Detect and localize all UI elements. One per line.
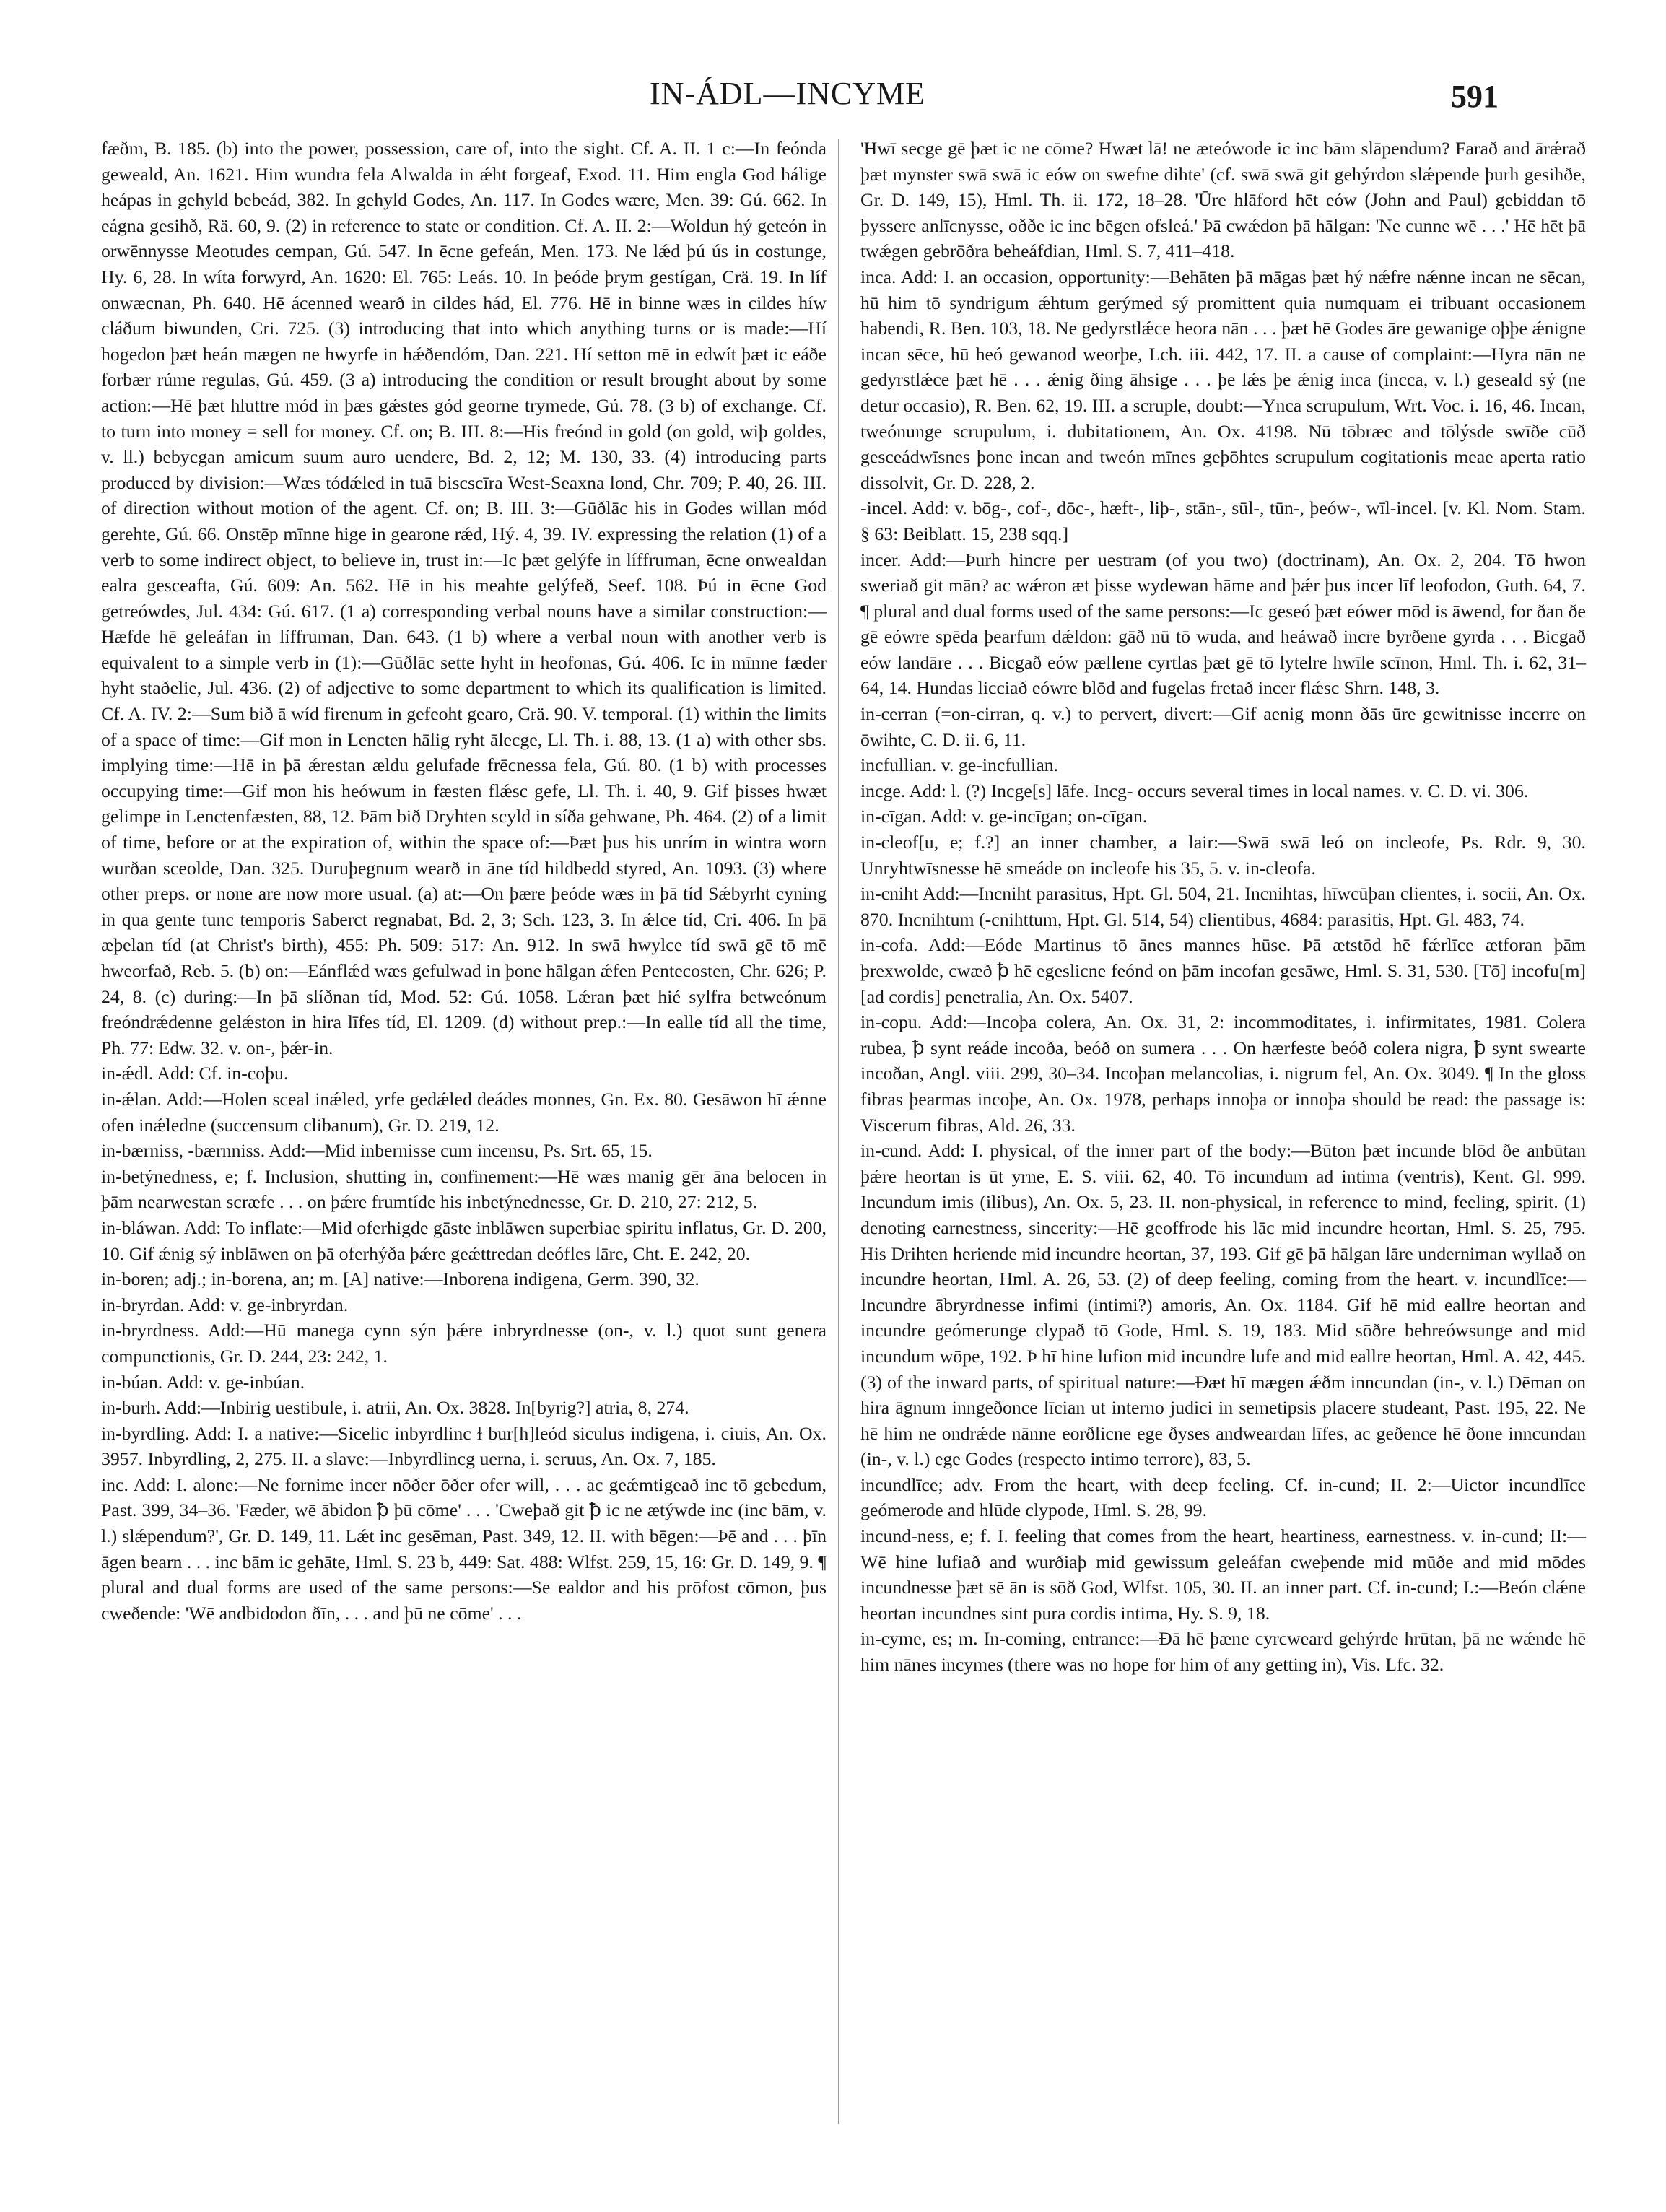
entry-incel: -incel. Add: v. bōg-, cof-, dōc-, hæft-, liþ-, stān-, sūl-, tūn-, þeów-, wīl-incel. [v. Kl. Nom. Stam. § 63: Beiblatt. 15, 238 sqq.] — [860, 497, 1586, 544]
entry-in-bryrdness: in-bryrdness. Add:—Hū manega cynn sýn þǽre inbryrdnesse (on-, v. l.) quot sunt genera compunctionis, Gr. D. 244, 23: 242, 1. — [101, 1320, 827, 1367]
entry-paragraph: 'Hwī secge gē þæt ic ne cōme? Hwæt lā! ne æteówode ic inc bām slāpendum? Farað and ārǽrað þæt mynster swā swā ic eów on swefne dihte' (cf. swā swā git gehýrdon slǽpende þurh gesihðe, Gr. D. 149, 15), Hml. Th. ii. 172, 18–28. 'Ūre hlāford hēt eów (John and Paul) gebiddan tō þyssere anlīcnysse, oððe ic inc bēgen ofsleá.' Þā cwǽdon þā hālgan: 'Ne cunne wē . . .' Hē hēt þā twǽgen gebrōðra beheáfdian, Hml. S. 7, 411–418. — [860, 138, 1586, 262]
entry-in-byrdling: in-byrdling. Add: I. a native:—Sicelic inbyrdlinc ɫ bur[h]leód siculus indigena, i. ciuis, An. Ox. 3957. Inbyrdling, 2, 275. II. a slave:—Inbyrdlincg uerna, i. seruus, An. Ox. 7, 185. — [101, 1422, 827, 1470]
entry-in-bryrdan: in-bryrdan. Add: v. ge-inbryrdan. — [101, 1294, 349, 1315]
page-number: 591 — [1451, 79, 1499, 114]
entry-in-cofa: in-cofa. Add:—Eóde Martinus tō ānes mannes hūse. Þā ætstōd hē fǽrlīce ætforan þām þrexwolde, cwæð ꝥ hē egeslicne feónd on þām incofan gesāwe, Hml. S. 31, 530. [Tō] incofu[m] [ad cordis] penetralia, An. Ox. 5407. — [860, 934, 1586, 1007]
right-column — [860, 136, 1586, 1678]
entry-in-cigan: in-cīgan. Add: v. ge-incīgan; on-cīgan. — [860, 806, 1148, 827]
entry-incundlice: incundlīce; adv. From the heart, with deep feeling. Cf. in-cund; II. 2:—Uictor incundlīce geómerode and hlūde clypode, Hml. S. 28, 99. — [860, 1473, 1586, 1521]
entry-in-cerran: in-cerran (=on-cirran, q. v.) to pervert, divert:—Gif aenig monn ðās ūre gewitnisse incerre on ōwihte, C. D. ii. 6, 11. — [860, 703, 1586, 750]
entry-in-cniht: in-cniht Add:—Incniht parasitus, Hpt. Gl. 504, 21. Incnihtas, hīwcūþan clientes, i. socii, An. Ox. 870. Incnihtum (-cnihttum, Hpt. Gl. 514, 54) clientibus, 4684: parasitis, Hpt. Gl. 483, 74. — [860, 883, 1586, 930]
entry-inc: inc. Add: I. alone:—Ne fornime incer nōðer ōðer ofer will, . . . ac geǽmtigeað inc tō gebedum, Past. 399, 34–36. 'Fæder, wē ābidon ꝥ þū cōme' . . . 'Cweþað git ꝥ ic ne ætýwde inc (inc bām, v. l.) slǽpendum?', Gr. D. 149, 11. Lǽt inc gesēman, Past. 349, 12. II. with bēgen:—Þē and . . . þīn āgen bearn . . . inc bām ic gehāte, Hml. S. 23 b, 449: Sat. 488: Wlfst. 259, 15, 16: Gr. D. 149, 9. ¶ plural and dual forms are used of the same persons:—Se ealdor and his prōfost cōmon, þus cweðende: 'Wē andbidodon ðīn, . . . and þū ne cōme' . . . — [101, 1473, 827, 1624]
entry-in-buan: in-búan. Add: v. ge-inbúan. — [101, 1371, 305, 1393]
entry-in-cund: in-cund. Add: I. physical, of the inner part of the body:—Būton þæt incunde blōd ðe anbūtan þǽre heortan is ūt yrne, E. S. viii. 62, 40. Tō incundum ad intima (ventris), Kent. Gl. 999. Incundum imis (ilibus), An. Ox. 5, 23. II. non-physical, in reference to mind, feeling, spirit. (1) denoting earnestness, sincerity:—Hē geoffrode his lāc mid incundre heortan, Hml. S. 25, 795. His Drihten heriende mid incundre heortan, 37, 193. Gif gē þā hālgan lāre underniman wyllað on incundre heortan, Hml. A. 26, 53. (2) of deep feeling, coming from the heart. v. incundlīce:—Incundre ābryrdnesse infimi (intimi?) amoris, An. Ox. 1184. Gif hē mid eallre heortan and incundre geómerunge clypað tō Gode, Hml. S. 19, 183. Mid sōðre behreówsunge and mid incundum wōpe, 192. Þ hī hine lufion mid incundre lufe and mid eallre heortan, Hml. A. 42, 445. (3) of the inward parts, of spiritual nature:—Ðæt hī mægen ǽðm inncundan (in-, v. l.) Dēman on hira āgnum inngeðonce līcian ut interno judici in semetipsis placere studeant, Past. 195, 22. Ne hē him ne ondrǽde nānne eorðlicne ege ðyses andweardan līfes, ac geðence hē ðone inncundan (in-, v. l.) ege Godes (respecto intimo terrore), 83, 5. — [860, 1140, 1586, 1470]
entry-in-boren: in-boren; adj.; in-borena, an; m. [A] native:—Inborena indigena, Germ. 390, 32. — [101, 1268, 699, 1290]
entry-in-aelan: in-ǽlan. Add:—Holen sceal inǽled, yrfe gedǽled deádes monnes, Gn. Ex. 80. Gesāwon hī ǽnne ofen inǽledne (succensum clibanum), Gr. D. 219, 12. — [101, 1088, 827, 1136]
entry-in-cyme: in-cyme, es; m. In-coming, entrance:—Ðā hē þæne cyrcweard gehýrde hrūtan, þā ne wǽnde hē him nānes incymes (there was no hope for him of any getting in), Vis. Lfc. 32. — [860, 1628, 1586, 1676]
page-header — [0, 69, 1666, 120]
entry-incfullian: incfullian. v. ge-incfullian. — [860, 754, 1059, 776]
running-head: IN-ÁDL—INCYME — [650, 76, 926, 111]
entry-inca: inca. Add: I. an occasion, opportunity:—Behāten þā māgas þæt hý nǽfre nǽnne incan ne sēcan, hū him tō syndrigum ǽhtum gerýmed sý promittent quia numquam ei tribuant occasionem habendi, R. Ben. 103, 18. Ne gedyrstlǽce heora nān . . . þæt hē Godes āre gewanige oþþe ǽnigne incan sēce, hū heó gewanod weorþe, Lch. iii. 442, 17. II. a cause of complaint:—Hyra nān ne gedyrstlǽce þæt hē . . . ǽnig ðing āhsige . . . þe lǽs þe ǽnig inca (incca, v. l.) geseald sý (ne detur occasio), R. Ben. 62, 19. III. a scruple, doubt:—Ynca scrupulum, Wrt. Voc. i. 16, 46. Incan, tweónunge scrupulum, i. dubitationem, An. Ox. 4198. Nū tōbræc and tōlýsde swīðe cūð gesceádwīsnes þone incan and tweón mīnes geþōhtes scrupulum cogitationis meae aperta ratio dissolvit, Gr. D. 228, 2. — [860, 266, 1586, 493]
entry-in-burh: in-burh. Add:—Inbirig uestibule, i. atrii, An. Ox. 3828. In[byrig?] atria, 8, 274. — [101, 1397, 689, 1419]
entry-incge: incge. Add: l. (?) Incge[s] lāfe. Incg- occurs several times in local names. v. C. D. vi. 306. — [860, 780, 1529, 801]
entry-in-betynedness: in-betýnedness, e; f. Inclusion, shutting in, confinement:—Hē wæs manig gēr āna belocen in þām nearwestan scræfe . . . on þǽre frumtíde his inbetýnednesse, Gr. D. 210, 27: 212, 5. — [101, 1165, 827, 1213]
left-column — [101, 136, 827, 1626]
entry-in-copu: in-copu. Add:—Incoþa colera, An. Ox. 31, 2: incommoditates, i. infirmitates, 1981. Colera rubea, ꝥ synt reáde incoða, beóð on sumera . . . On hærfeste beóð colera nigra, ꝥ synt swearte incoðan, Angl. viii. 299, 30–34. Incoþan melancolias, i. nigrum fel, An. Ox. 3049. ¶ In the gloss fibras þearmas incoþe, An. Ox. 1978, perhaps innoþa or innoþa should be read: the passage is: Viscerum fibras, Ald. 26, 33. — [860, 1011, 1586, 1136]
entry-incund-ness: incund-ness, e; f. I. feeling that comes from the heart, heartiness, earnestness. v. in-cund; II:—Wē hine lufiað and wurðiaþ mid gewissum geleáfan cweþende mid mūðe and mid mōdes incundnesse þæt sē ān is sōð God, Wlfst. 105, 30. II. an inner part. Cf. in-cund; I.:—Beón clǽne heortan incundnes sint pura cordis intima, Hy. S. 9, 18. — [860, 1525, 1586, 1624]
entry-in-cleofu: in-cleof[u, e; f.?] an inner chamber, a lair:—Swā swā leó on incleofe, Ps. Rdr. 9, 30. Unryhtwīsnesse hē smeáde on incleofe his 35, 5. v. in-cleofa. — [860, 832, 1586, 879]
entry-paragraph: fæðm, B. 185. (b) into the power, possession, care of, into the sight. Cf. A. II. 1 c:—In feónda geweald, An. 1621. Him wundra fela Alwalda in ǽht forgeaf, Exod. 11. Him engla God hálige heápas in gehyld bebeád, 382. In gehyld Godes, An. 117. In Godes wære, Men. 39: Gú. 662. In eágna gesihð, Rä. 60, 9. (2) in reference to state or condition. Cf. A. II. 2:—Woldun hý geteón in orwēnnysse Meotudes cempan, Gú. 547. In ēcne gefeán, Men. 173. Ne lǽd þú ús in costunge, Hy. 6, 28. In wíta forwyrd, An. 1620: El. 765: Leás. 10. In þeóde þrym gestígan, Crä. 19. In líf onwæcnan, Ph. 640. Hē ácenned wearð in cildes hád, El. 776. Hē in binne wæs in cildes híw cláðum biwunden, Cri. 725. (3) introducing that into which anything turns or is made:—Hí hogedon þæt heán mægen ne hwyrfe in hǽðendóm, Dan. 221. Hí setton mē in edwít þæt ic eáðe forbær rúme regulas, Gú. 459. (3 a) introducing the condition or result brought about by some action:—Hē þæt hluttre mód in þæs gǽstes gód georne trymede, Gú. 78. (3 b) of exchange. Cf. to turn into money = sell for money. Cf. on; B. III. 8:—His freónd in gold (on gold, wiþ goldes, v. ll.) bebycgan amicum suum auro uendere, Bd. 2, 12; M. 130, 33. (4) introducing parts produced by division:—Wæs tódǽled in tuā biscscīra West-Seaxna lond, Chr. 709; P. 40, 26. III. of direction without motion of the agent. Cf. on; B. III. 3:—Gūðlāc his in Godes willan mód gerehte, Gú. 66. Onstēp mīnne hige in gearone rǽd, Hý. 4, 39. IV. expressing the relation (1) of a verb to some indirect object, to believe in, trust in:—Ic þæt gelýfe in líffruman, ēcne onwealdan ealra gesceafta, Gú. 609: An. 562. Hē in his meahte gelýfeð, Seef. 108. Þú in ēcne God getreówdes, Jul. 434: Gú. 617. (1 a) corresponding verbal nouns have a similar construction:—Hæfde hē geleáfan in líffruman, Dan. 643. (1 b) where a verbal noun with another verb is equivalent to a simple verb in (1):—Gūðlāc sette hyht in heofonas, Gú. 406. Ic in mīnne fæder hyht staðelie, Jul. 436. (2) of adjective to some department to which its qualification is limited. Cf. A. IV. 2:—Sum bið ā wíd firenum in gefeoht gearo, Crä. 90. V. temporal. (1) within the limits of a space of time:—Gif mon in Lencten hālig ryht ālecge, Ll. Th. i. 88, 13. (1 a) with other sbs. implying time:—Hē in þā ǽrestan ældu gelufade frēcnessa fela, Gú. 80. (1 b) with processes occupying time:—Gif mon his heówum in fæsten flǽsc gefe, Ll. Th. i. 40, 9. Gif þisses hwæt gelimpe in Lenctenfæsten, 88, 12. Þām bið Dryhten scyld in síða gehwane, Ph. 464. (2) of a limit of time, before or at the expiration of, within the space of:—Þæt þus his unrím in wintra worn wurðan sceolde, Dan. 325. Duruþegnum wearð in āne tíd hildbedd styred, An. 1093. (3) where other preps. or none are now more usual. (a) at:—On þære þeóde wæs in þā tíd Sǽbyrht cyning in qua gente tunc temporis Saberct regnabat, Bd. 2, 3; Sch. 123, 3. In ǽlce tíd, Cri. 406. In þā æþelan tíd (at Christ's birth), 455: Ph. 509: 517: An. 912. In swā hwylce tíd swā gē tō mē hweorfað, Reb. 5. (b) on:—Eánflǽd wæs gefulwad in þone hālgan ǽfen Pentecosten, Chr. 626; P. 24, 8. (c) during:—In þā slíðnan tíd, Mod. 52: Gú. 1058. Lǽran þæt hié sylfra betweónum freóndrǽdenne gelǽston in hira līfes tíd, El. 1209. (d) without prep.:—In ealle tíd all the time, Ph. 77: Edw. 32. v. on-, þǽr-in. — [101, 138, 827, 1058]
entry-in-baerniss: in-bærniss, -bærnniss. Add:—Mid inbernisse cum incensu, Ps. Srt. 65, 15. — [101, 1140, 653, 1162]
column-divider — [838, 139, 839, 2124]
entry-incer: incer. Add:—Þurh hincre per uestram (of you two) (doctrinam), An. Ox. 2, 204. Tō hwon sweriað git mān? ac wǽron æt þisse wydewan hāme and þǽr þus incer līf leofodon, Guth. 64, 7. ¶ plural and dual forms used of the same persons:—Ic geseó þæt eówer mōd is āwend, for ðan ðe gē eówre spēda þearfum dǽldon: gāð nū tō wuda, and heáwað incre byrðene gyrda . . . Bicgað eów landāre . . . Bicgað eów pællene cyrtlas þæt gē tō lytelre hwīle scīnon, Hml. Th. i. 62, 31–64, 14. Hundas licciað eówre blōd and fugelas fretað incer flǽsc Shrn. 148, 3. — [860, 549, 1586, 699]
entry-in-aedl: in-ǽdl. Add: Cf. in-coþu. — [101, 1063, 289, 1084]
entry-in-blawan: in-bláwan. Add: To inflate:—Mid oferhigde gāste inblāwen superbiae spiritu inflatus, Gr. D. 200, 10. Gif ǽnig sý inblāwen on þā oferhýða þǽre geǽttredan deófles lāre, Cht. E. 242, 20. — [101, 1216, 827, 1264]
